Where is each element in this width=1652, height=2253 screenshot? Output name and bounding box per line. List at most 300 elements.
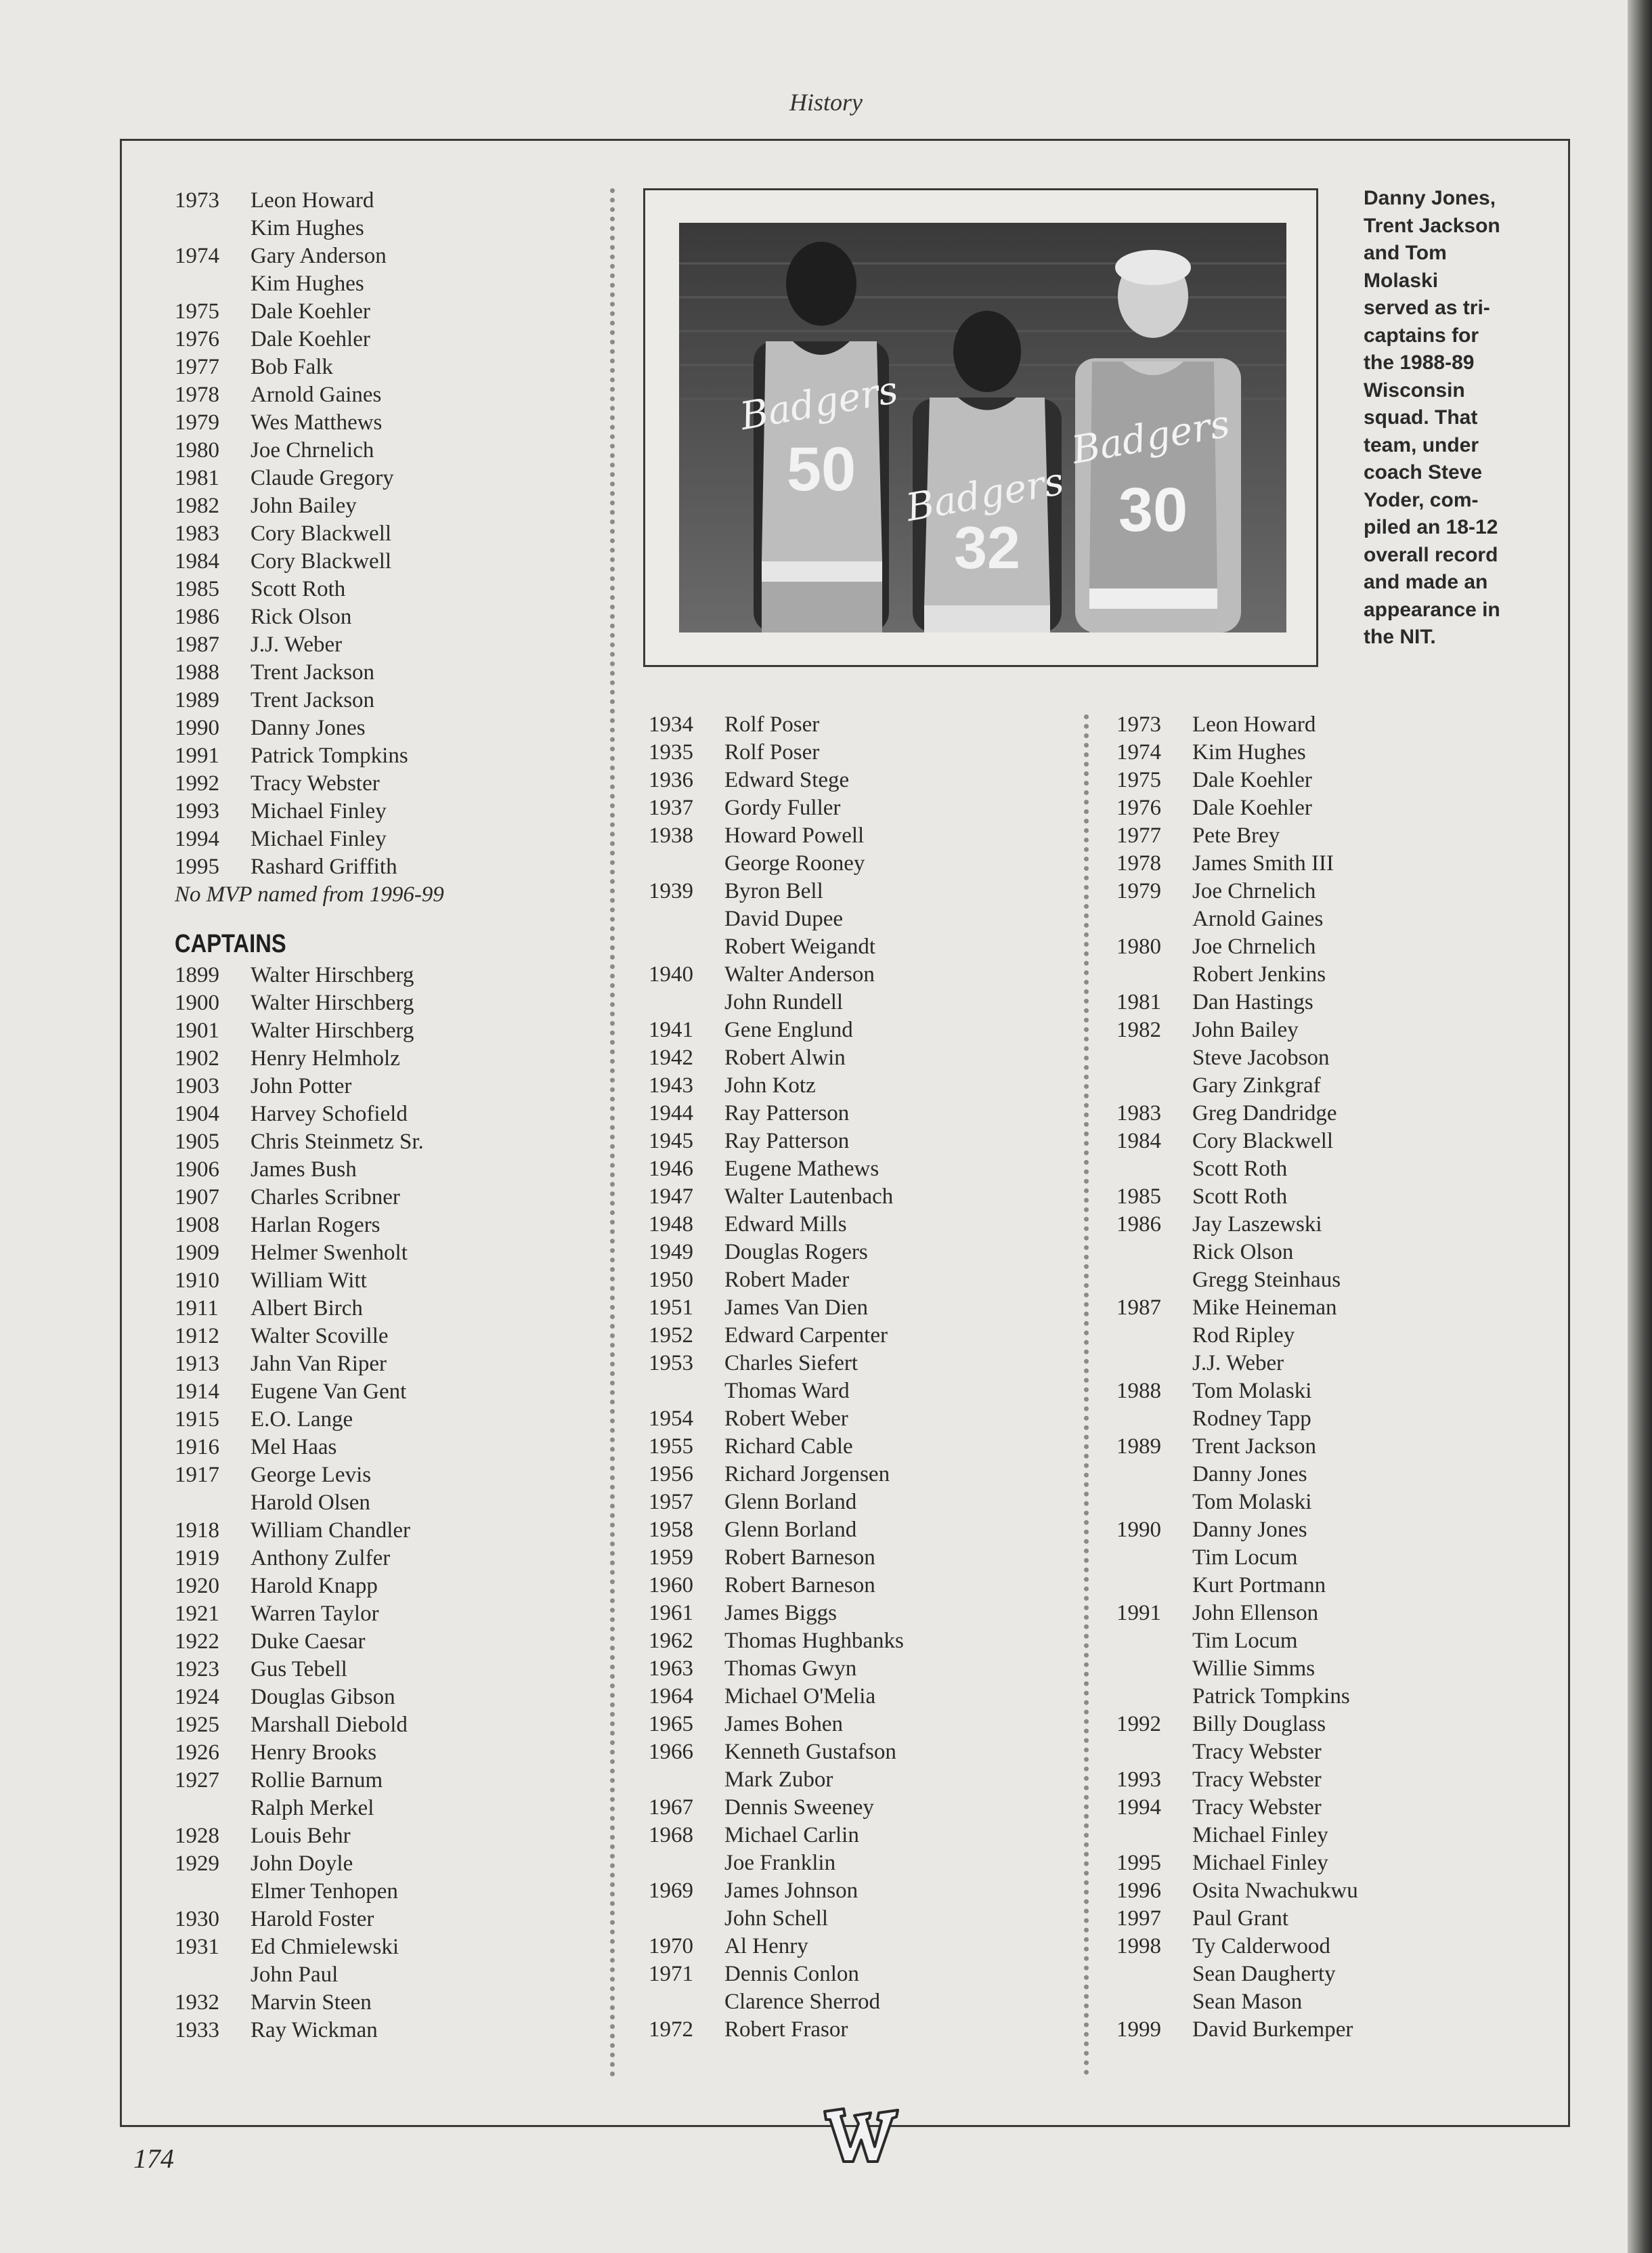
entry-name: Willie Simms [1192, 1656, 1316, 1681]
entry-name: Joe Franklin [724, 1851, 836, 1875]
entry-name: Robert Jenkins [1192, 962, 1326, 987]
captain-entry [175, 1378, 444, 1406]
captain-entry [175, 1739, 444, 1767]
entry-name: Walter Hirschberg [251, 963, 414, 987]
captain-entry [175, 2017, 444, 2044]
caption-line: and Tom [1364, 242, 1447, 264]
entry-name: Mel Haas [251, 1435, 337, 1459]
entry-name: E.O. Lange [251, 1407, 353, 1432]
captain-entry [175, 1017, 444, 1045]
captain-entry [175, 1461, 444, 1489]
captain-entry [1116, 1738, 1358, 1766]
captain-entry [649, 711, 904, 739]
entry-name: Howard Powell [724, 823, 865, 848]
entry-name: Tim Locum [1192, 1629, 1298, 1653]
photo-frame [643, 188, 1318, 667]
captain-entry [649, 1794, 904, 1822]
entry-name: Joe Chrnelich [1192, 935, 1316, 959]
captain-entry [175, 989, 444, 1017]
entry-year: 1991 [1116, 1601, 1161, 1625]
entry-year: 1940 [649, 962, 693, 987]
captain-entry [1116, 1794, 1358, 1822]
entry-year: 1974 [175, 244, 219, 268]
entry-year: 1994 [1116, 1795, 1161, 1820]
entry-name: Thomas Gwyn [724, 1656, 857, 1681]
entry-name: Kim Hughes [1192, 740, 1306, 765]
entry-year: 1991 [175, 744, 219, 768]
caption-line: overall record [1364, 543, 1498, 566]
entry-name: Danny Jones [1192, 1462, 1307, 1486]
captain-entry [1116, 933, 1358, 961]
captain-entry [175, 1323, 444, 1350]
entry-year: 1996 [1116, 1879, 1161, 1903]
captain-entry [1116, 850, 1358, 878]
entry-name: Michael Finley [1192, 1851, 1328, 1875]
captain-entry [649, 1600, 904, 1627]
team-captains-photo [679, 223, 1286, 632]
entry-name: Henry Helmholz [251, 1046, 400, 1071]
entry-name: Kenneth Gustafson [724, 1740, 896, 1764]
entry-name: Douglas Rogers [724, 1240, 868, 1264]
entry-year: 1998 [1116, 1934, 1161, 1958]
entry-name: Gus Tebell [251, 1657, 347, 1681]
captain-entry [1116, 1016, 1358, 1044]
mvp-entry [175, 381, 444, 409]
caption-line: served as tri- [1364, 297, 1490, 319]
entry-name: Rolf Poser [724, 712, 820, 737]
entry-year: 1977 [1116, 823, 1161, 848]
captain-entry [649, 1461, 904, 1488]
entry-name: Douglas Gibson [251, 1685, 395, 1709]
mvp-entry [175, 825, 444, 853]
entry-year: 1924 [175, 1685, 219, 1709]
mvp-entry [175, 409, 444, 437]
entry-year: 1985 [1116, 1184, 1161, 1209]
entry-name: Tracy Webster [1192, 1795, 1322, 1820]
captain-entry [649, 794, 904, 822]
entry-year: 1995 [1116, 1851, 1161, 1875]
captain-entry [649, 1044, 904, 1072]
entry-year: 1999 [1116, 2017, 1161, 2042]
entry-year: 1900 [175, 991, 219, 1015]
entry-name: John Ellenson [1192, 1601, 1319, 1625]
captain-entry [175, 1600, 444, 1628]
jersey-number: 30 [1118, 475, 1188, 544]
captain-entry [649, 1766, 904, 1794]
captain-entry [1116, 1350, 1358, 1377]
entry-year: 1930 [175, 1907, 219, 1931]
entry-name: Robert Weber [724, 1407, 848, 1431]
entry-name: Eugene Mathews [724, 1157, 879, 1181]
page-edge-shadow [1628, 0, 1652, 2253]
entry-year: 1947 [649, 1184, 693, 1209]
entry-year: 1989 [175, 688, 219, 712]
mvp-entry [175, 215, 444, 242]
entry-name: Bob Falk [251, 355, 333, 379]
entry-name: Dennis Sweeney [724, 1795, 874, 1820]
captain-entry [649, 850, 904, 878]
entry-name: Osita Nwachukwu [1192, 1879, 1358, 1903]
column-divider-1 [610, 188, 615, 2078]
entry-year: 1997 [1116, 1906, 1161, 1931]
entry-year: 1946 [649, 1157, 693, 1181]
entry-year: 1962 [649, 1629, 693, 1653]
captain-entry [1116, 1822, 1358, 1849]
captain-entry [1116, 1044, 1358, 1072]
entry-year: 1994 [175, 827, 219, 851]
captain-entry [649, 1100, 904, 1128]
entry-year: 1984 [1116, 1129, 1161, 1153]
caption-line: Molaski [1364, 269, 1439, 292]
entry-name: Ray Patterson [724, 1101, 850, 1125]
captain-entry [1116, 1766, 1358, 1794]
entry-name: Ed Chmielewski [251, 1935, 399, 1959]
entry-name: David Burkemper [1192, 2017, 1353, 2042]
captain-entry [649, 1183, 904, 1211]
captains-list-1 [175, 962, 444, 2044]
entry-name: David Dupee [724, 907, 844, 931]
captain-entry [649, 1877, 904, 1905]
entry-name: Glenn Borland [724, 1518, 857, 1542]
entry-year: 1931 [175, 1935, 219, 1959]
entry-name: Rick Olson [1192, 1240, 1294, 1264]
captain-entry [1116, 1960, 1358, 1988]
entry-name: Joe Chrnelich [251, 438, 374, 463]
entry-year: 1953 [649, 1351, 693, 1375]
captain-entry [649, 1988, 904, 2016]
captain-entry [1116, 1877, 1358, 1905]
entry-name: Harvey Schofield [251, 1102, 408, 1126]
entry-year: 1932 [175, 1990, 219, 2015]
caption-line: coach Steve [1364, 461, 1483, 484]
mvp-entry [175, 187, 444, 215]
caption-line: Wisconsin [1364, 379, 1465, 402]
entry-year: 1929 [175, 1851, 219, 1876]
captain-entry [649, 933, 904, 961]
captain-entry [175, 1933, 444, 1961]
jersey-wordmark: Badgers [737, 368, 902, 439]
entry-name: Rolf Poser [724, 740, 820, 765]
captain-entry [1116, 1405, 1358, 1433]
captain-entry [175, 1572, 444, 1600]
mvp-entry [175, 603, 444, 631]
jersey-wordmark: Badgers [1068, 402, 1234, 473]
entry-name: Dale Koehler [251, 327, 370, 351]
entry-year: 1941 [649, 1018, 693, 1042]
captain-entry [649, 739, 904, 767]
entry-year: 1976 [1116, 796, 1161, 820]
captain-entry [175, 1683, 444, 1711]
entry-name: Walter Hirschberg [251, 1018, 414, 1043]
entry-name: Clarence Sherrod [724, 1990, 880, 2014]
entry-year: 1990 [175, 716, 219, 740]
captain-entry [175, 1267, 444, 1295]
mvp-entry [175, 520, 444, 548]
entry-year: 1978 [1116, 851, 1161, 876]
captain-entry [649, 1155, 904, 1183]
mvp-entry [175, 437, 444, 465]
entry-name: Rod Ripley [1192, 1323, 1295, 1348]
caption-line: Yoder, com- [1364, 488, 1479, 511]
entry-name: Leon Howard [251, 188, 374, 213]
entry-name: J.J. Weber [1192, 1351, 1284, 1375]
captain-entry [1116, 1322, 1358, 1350]
entry-name: Thomas Hughbanks [724, 1629, 904, 1653]
players-illustration [679, 223, 1286, 632]
entry-year: 1902 [175, 1046, 219, 1071]
entry-year: 1938 [649, 823, 693, 848]
entry-year: 1956 [649, 1462, 693, 1486]
entry-name: Marshall Diebold [251, 1713, 408, 1737]
entry-year: 1993 [175, 799, 219, 823]
captain-entry [175, 1211, 444, 1239]
entry-name: Billy Douglass [1192, 1712, 1326, 1736]
captain-entry [649, 1405, 904, 1433]
entry-year: 1903 [175, 1074, 219, 1098]
captain-entry [175, 1239, 444, 1267]
entry-name: Greg Dandridge [1192, 1101, 1337, 1125]
entry-year: 1920 [175, 1574, 219, 1598]
entry-year: 1988 [1116, 1379, 1161, 1403]
captain-entry [175, 1489, 444, 1517]
entry-name: Marvin Steen [251, 1990, 372, 2015]
captain-entry [1116, 1600, 1358, 1627]
entry-year: 1993 [1116, 1767, 1161, 1792]
running-head: History [789, 89, 863, 116]
captain-entry [649, 1294, 904, 1322]
captain-entry [175, 1350, 444, 1378]
entry-name: John Doyle [251, 1851, 353, 1876]
entry-year: 1935 [649, 740, 693, 765]
entry-year: 1983 [1116, 1101, 1161, 1125]
captain-entry [649, 1377, 904, 1405]
captain-entry [1116, 1155, 1358, 1183]
entry-name: Trent Jackson [1192, 1434, 1317, 1459]
caption-line: the 1988-89 [1364, 351, 1475, 374]
entry-name: James Bush [251, 1157, 357, 1182]
entry-name: Dale Koehler [1192, 796, 1312, 820]
captain-entry [1116, 1988, 1358, 2016]
entry-name: Ty Calderwood [1192, 1934, 1330, 1958]
entry-name: Harold Knapp [251, 1574, 378, 1598]
entry-year: 1916 [175, 1435, 219, 1459]
entry-year: 1922 [175, 1629, 219, 1654]
mvp-entry [175, 659, 444, 687]
right-column [1116, 711, 1358, 2044]
entry-year: 1914 [175, 1379, 219, 1404]
entry-name: Walter Hirschberg [251, 991, 414, 1015]
captain-entry [649, 1433, 904, 1461]
entry-year: 1971 [649, 1962, 693, 1986]
entry-name: Mark Zubor [724, 1767, 833, 1792]
entry-name: Leon Howard [1192, 712, 1316, 737]
captain-entry [649, 1822, 904, 1849]
entry-name: George Rooney [724, 851, 865, 876]
entry-name: Walter Anderson [724, 962, 875, 987]
mvp-entry [175, 353, 444, 381]
captain-entry [1116, 822, 1358, 850]
jersey-number: 50 [786, 435, 856, 504]
entry-name: Harold Olsen [251, 1490, 370, 1515]
entry-name: Charles Scribner [251, 1185, 400, 1209]
entry-year: 1973 [175, 188, 219, 213]
entry-name: John Kotz [724, 1073, 816, 1098]
captain-entry [1116, 739, 1358, 767]
entry-name: Robert Weigandt [724, 935, 876, 959]
captain-entry [175, 1628, 444, 1656]
entry-name: Richard Jorgensen [724, 1462, 890, 1486]
entry-name: Steve Jacobson [1192, 1046, 1330, 1070]
entry-year: 1980 [175, 438, 219, 463]
caption-line: squad. That [1364, 406, 1478, 429]
middle-column [649, 711, 904, 2044]
mvp-entry [175, 492, 444, 520]
entry-name: Rashard Griffith [251, 855, 397, 879]
captain-entry [1116, 1905, 1358, 1933]
mvp-entry [175, 270, 444, 298]
entry-year: 1965 [649, 1712, 693, 1736]
captain-entry [1116, 1239, 1358, 1266]
entry-year: 1948 [649, 1212, 693, 1237]
entry-name: John Schell [724, 1906, 829, 1931]
entry-year: 1964 [649, 1684, 693, 1709]
entry-name: J.J. Weber [251, 632, 343, 657]
entry-year: 1919 [175, 1546, 219, 1570]
entry-name: Henry Brooks [251, 1740, 377, 1765]
entry-year: 1912 [175, 1324, 219, 1348]
entry-year: 1942 [649, 1046, 693, 1070]
entry-name: John Rundell [724, 990, 844, 1014]
captain-entry [649, 989, 904, 1016]
entry-name: Elmer Tenhopen [251, 1879, 398, 1904]
mvp-entry [175, 548, 444, 576]
entry-name: Cory Blackwell [1192, 1129, 1334, 1153]
captain-entry [649, 961, 904, 989]
captain-entry [1116, 989, 1358, 1016]
entry-year: 1952 [649, 1323, 693, 1348]
mvp-entry [175, 798, 444, 825]
entry-year: 1909 [175, 1241, 219, 1265]
entry-year: 1973 [1116, 712, 1161, 737]
mvp-entry [175, 631, 444, 659]
captain-entry [1116, 1572, 1358, 1600]
entry-year: 1915 [175, 1407, 219, 1432]
entry-name: Anthony Zulfer [251, 1546, 391, 1570]
entry-name: Albert Birch [251, 1296, 363, 1321]
entry-name: Tom Molaski [1192, 1379, 1312, 1403]
entry-year: 1926 [175, 1740, 219, 1765]
entry-name: James Bohen [724, 1712, 844, 1736]
column-divider-2 [1084, 714, 1089, 2076]
captain-entry [1116, 2016, 1358, 2044]
captain-entry [1116, 1266, 1358, 1294]
entry-name: William Witt [251, 1268, 367, 1293]
entry-year: 1985 [175, 577, 219, 601]
entry-year: 1986 [175, 605, 219, 629]
entry-year: 1982 [1116, 1018, 1161, 1042]
captain-entry [649, 878, 904, 905]
entry-name: Claude Gregory [251, 466, 394, 490]
entry-name: Rollie Barnum [251, 1768, 383, 1793]
entry-name: Robert Barneson [724, 1573, 875, 1597]
captain-entry [1116, 1933, 1358, 1960]
entry-name: Ray Patterson [724, 1129, 850, 1153]
captain-entry [175, 1906, 444, 1933]
entry-year: 1908 [175, 1213, 219, 1237]
entry-name: Tracy Webster [1192, 1740, 1322, 1764]
entry-name: James Van Dien [724, 1295, 869, 1320]
entry-name: George Levis [251, 1463, 372, 1487]
captain-entry [1116, 1544, 1358, 1572]
entry-name: Robert Mader [724, 1268, 850, 1292]
captains-list-2 [649, 711, 904, 2044]
entry-year: 1980 [1116, 935, 1161, 959]
caption-line: Trent Jackson [1364, 214, 1500, 237]
captain-entry [649, 1849, 904, 1877]
entry-name: John Paul [251, 1962, 339, 1987]
entry-name: Jahn Van Riper [251, 1352, 387, 1376]
entry-name: Dan Hastings [1192, 990, 1313, 1014]
captain-entry [175, 1184, 444, 1211]
entry-year: 1995 [175, 855, 219, 879]
captain-entry [175, 1434, 444, 1461]
entry-name: Ralph Merkel [251, 1796, 374, 1820]
entry-name: Dennis Conlon [724, 1962, 859, 1986]
entry-name: James Johnson [724, 1879, 858, 1903]
captains-list-3 [1116, 711, 1358, 2044]
captain-entry [1116, 794, 1358, 822]
captain-entry [649, 1516, 904, 1544]
captain-entry [649, 1738, 904, 1766]
entry-name: Robert Frasor [724, 2017, 848, 2042]
caption-line: team, under [1364, 433, 1479, 456]
entry-name: Gary Zinkgraf [1192, 1073, 1321, 1098]
entry-year: 1990 [1116, 1518, 1161, 1542]
entry-name: John Potter [251, 1074, 352, 1098]
entry-name: James Biggs [724, 1601, 837, 1625]
captain-entry [1116, 905, 1358, 933]
entry-year: 1958 [649, 1518, 693, 1542]
entry-name: John Bailey [1192, 1018, 1299, 1042]
entry-name: Edward Stege [724, 768, 850, 792]
entry-year: 1987 [1116, 1295, 1161, 1320]
captain-entry [1116, 1461, 1358, 1488]
captain-entry [175, 1406, 444, 1434]
captain-entry [175, 1711, 444, 1739]
entry-year: 1923 [175, 1657, 219, 1681]
mvp-entry [175, 298, 444, 326]
entry-name: Walter Scoville [251, 1324, 389, 1348]
entry-name: Trent Jackson [251, 688, 375, 712]
entry-year: 1984 [175, 549, 219, 574]
entry-year: 1982 [175, 494, 219, 518]
entry-name: Dale Koehler [251, 299, 370, 324]
captain-entry [1116, 1627, 1358, 1655]
page-number: 174 [133, 2143, 174, 2174]
mvp-entry [175, 853, 444, 881]
captain-entry [649, 1572, 904, 1600]
captain-entry [1116, 1655, 1358, 1683]
entry-name: Rick Olson [251, 605, 352, 629]
entry-year: 1906 [175, 1157, 219, 1182]
captain-entry [175, 1295, 444, 1323]
entry-name: Walter Lautenbach [724, 1184, 894, 1209]
entry-year: 1975 [1116, 768, 1161, 792]
entry-year: 1968 [649, 1823, 693, 1847]
entry-year: 1950 [649, 1268, 693, 1292]
captain-entry [175, 1100, 444, 1128]
entry-name: Pete Brey [1192, 823, 1280, 848]
